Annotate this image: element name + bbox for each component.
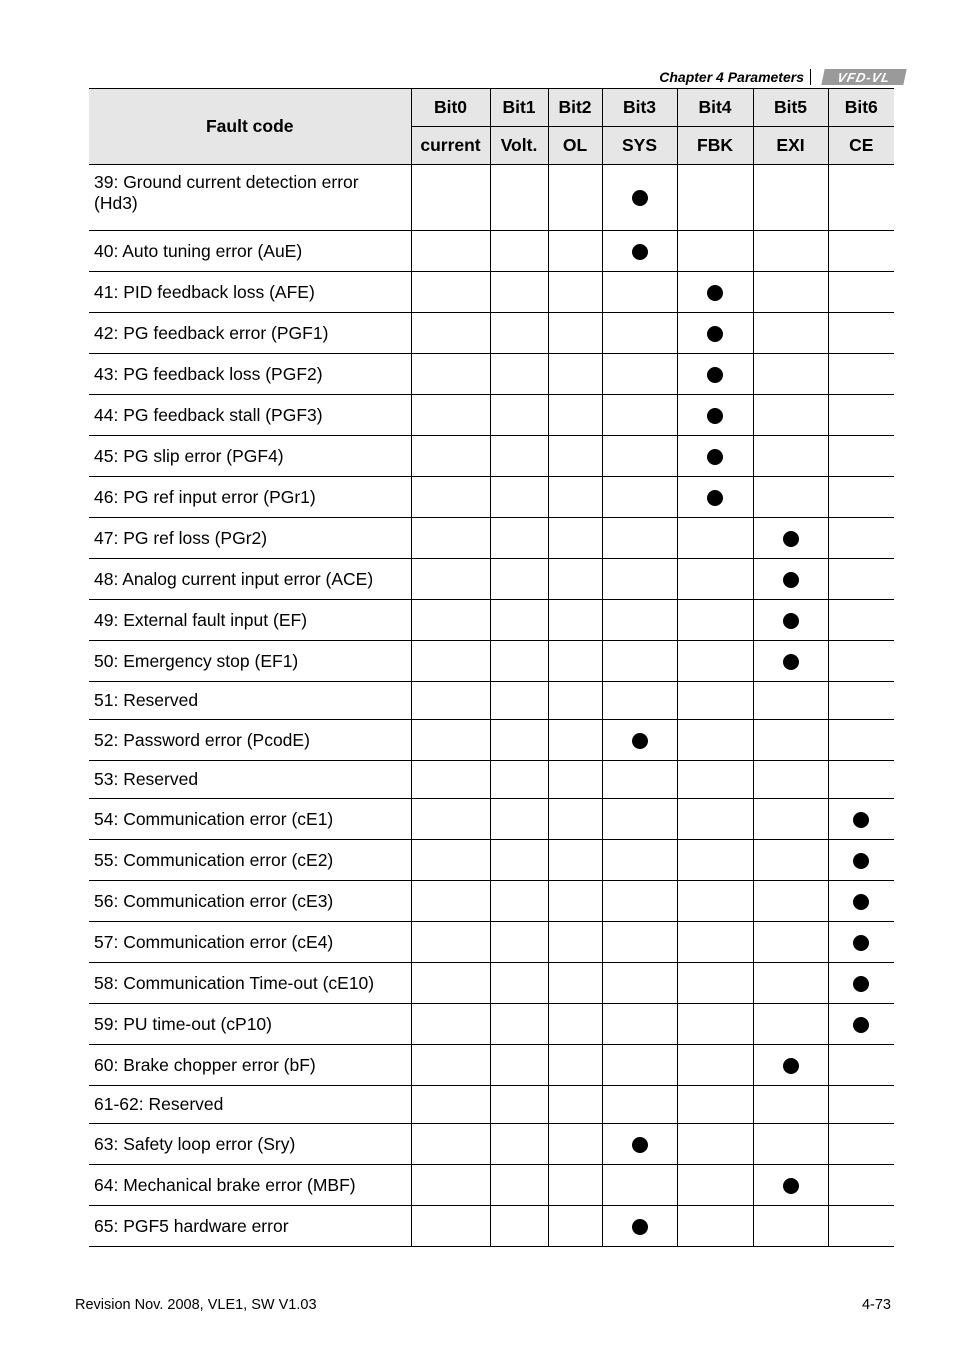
bit2-cell [548,1045,602,1086]
bit2-name: OL [548,127,602,165]
bit0-cell [411,799,490,840]
bullet-mark-icon [632,1219,648,1235]
bit5-cell [753,641,828,682]
table-row [89,559,894,600]
bit1-cell [490,313,548,354]
bit5-cell [753,1086,828,1124]
bit4-cell [677,436,753,477]
bit1-header: Bit1 [490,89,548,127]
bit0-cell [411,1124,490,1165]
bit5-cell [753,313,828,354]
bit1-cell [490,840,548,881]
bit6-cell [828,313,894,354]
bit0-cell [411,682,490,720]
bit6-cell [828,720,894,761]
bit4-cell [677,963,753,1004]
fault-code-cell: 59: PU time-out (cP10) [89,1004,411,1045]
fault-code-cell: 50: Emergency stop (EF1) [89,641,411,682]
table-row [89,313,894,354]
fault-code-cell: 51: Reserved [89,682,411,720]
bit3-cell [602,518,677,559]
fault-code-cell: 49: External fault input (EF) [89,600,411,641]
bit1-cell [490,641,548,682]
bit2-cell [548,963,602,1004]
table-row [89,799,894,840]
bullet-mark-icon [783,613,799,629]
table-row [89,720,894,761]
fault-code-cell: 42: PG feedback error (PGF1) [89,313,411,354]
bit1-cell [490,720,548,761]
bit3-cell [602,231,677,272]
bit0-cell [411,165,490,231]
bit1-cell [490,799,548,840]
bit3-cell [602,963,677,1004]
bit6-cell [828,165,894,231]
bit5-cell [753,1124,828,1165]
table-row [89,395,894,436]
table-row [89,600,894,641]
bit0-header: Bit0 [411,89,490,127]
bit0-cell [411,272,490,313]
bit4-cell [677,881,753,922]
fault-code-cell: 56: Communication error (cE3) [89,881,411,922]
bit2-cell [548,165,602,231]
bit3-cell [602,761,677,799]
page-header [560,67,905,87]
bullet-mark-icon [632,733,648,749]
bit4-cell [677,922,753,963]
fault-code-cell: 44: PG feedback stall (PGF3) [89,395,411,436]
bit1-cell [490,395,548,436]
bit4-header: Bit4 [677,89,753,127]
bit4-cell [677,600,753,641]
bullet-mark-icon [783,1058,799,1074]
bit5-cell [753,518,828,559]
bit6-cell [828,799,894,840]
product-logo: VFD-VL [821,69,906,85]
table-row [89,1086,894,1124]
bit1-cell [490,922,548,963]
bit2-cell [548,922,602,963]
table-header [89,89,894,165]
table-row [89,518,894,559]
bit5-cell [753,922,828,963]
bit2-cell [548,720,602,761]
bit6-cell [828,682,894,720]
fault-code-cell: 54: Communication error (cE1) [89,799,411,840]
bit0-cell [411,436,490,477]
bit6-cell [828,1004,894,1045]
fault-code-cell: 41: PID feedback loss (AFE) [89,272,411,313]
bit4-cell [677,231,753,272]
bit5-cell [753,165,828,231]
bit1-cell [490,1206,548,1247]
bit6-cell [828,761,894,799]
bit4-name: FBK [677,127,753,165]
bullet-mark-icon [783,1178,799,1194]
bit4-cell [677,477,753,518]
bit2-cell [548,1165,602,1206]
fault-code-cell: 46: PG ref input error (PGr1) [89,477,411,518]
table-row [89,231,894,272]
table-row [89,1165,894,1206]
bit0-cell [411,518,490,559]
fault-code-cell: 39: Ground current detection error (Hd3) [89,165,411,231]
bit4-cell [677,1086,753,1124]
bullet-mark-icon [707,408,723,424]
bit5-cell [753,1165,828,1206]
bit1-cell [490,1086,548,1124]
bullet-mark-icon [707,449,723,465]
bit3-cell [602,799,677,840]
bit1-name: Volt. [490,127,548,165]
bit5-cell [753,720,828,761]
bit6-cell [828,1086,894,1124]
table-row [89,272,894,313]
bit3-header: Bit3 [602,89,677,127]
bit3-cell [602,395,677,436]
bit5-cell [753,272,828,313]
bit6-cell [828,600,894,641]
table-row [89,682,894,720]
bit4-cell [677,761,753,799]
bit0-name: current [411,127,490,165]
bit5-cell [753,231,828,272]
bit4-cell [677,1206,753,1247]
table-row [89,1045,894,1086]
bit3-cell [602,1004,677,1045]
bit0-cell [411,1086,490,1124]
bit5-cell [753,600,828,641]
fault-code-cell: 43: PG feedback loss (PGF2) [89,354,411,395]
bit5-cell [753,799,828,840]
bit3-cell [602,477,677,518]
bit1-cell [490,272,548,313]
bit6-cell [828,1206,894,1247]
table-row [89,641,894,682]
fault-code-cell: 48: Analog current input error (ACE) [89,559,411,600]
bit2-cell [548,395,602,436]
bit3-cell [602,922,677,963]
bit0-cell [411,922,490,963]
bit4-cell [677,641,753,682]
bit2-cell [548,761,602,799]
bit6-cell [828,231,894,272]
table-row [89,1124,894,1165]
bullet-mark-icon [707,490,723,506]
bit1-cell [490,1165,548,1206]
bit3-cell [602,354,677,395]
bullet-mark-icon [783,572,799,588]
bit3-cell [602,1124,677,1165]
bit2-cell [548,477,602,518]
bit0-cell [411,1045,490,1086]
bit4-cell [677,720,753,761]
bit3-cell [602,313,677,354]
bit6-name: CE [828,127,894,165]
bullet-mark-icon [707,367,723,383]
bit6-cell [828,559,894,600]
bit5-cell [753,477,828,518]
bit6-cell [828,395,894,436]
bit5-cell [753,1206,828,1247]
bit1-cell [490,1004,548,1045]
bit5-cell [753,395,828,436]
bit0-cell [411,840,490,881]
bullet-mark-icon [783,531,799,547]
bit6-cell [828,922,894,963]
bit1-cell [490,231,548,272]
bit2-cell [548,313,602,354]
bit4-cell [677,1165,753,1206]
bit3-cell [602,1045,677,1086]
bit2-cell [548,1004,602,1045]
bullet-mark-icon [632,1137,648,1153]
bit4-cell [677,165,753,231]
bit0-cell [411,354,490,395]
bit0-cell [411,1206,490,1247]
bit3-cell [602,272,677,313]
bullet-mark-icon [853,935,869,951]
table-row [89,477,894,518]
bit3-cell [602,1165,677,1206]
table-row [89,1206,894,1247]
bit2-header: Bit2 [548,89,602,127]
bit6-cell [828,641,894,682]
bit2-cell [548,682,602,720]
bit2-cell [548,641,602,682]
bit6-cell [828,354,894,395]
bit2-cell [548,354,602,395]
bit6-cell [828,518,894,559]
bit6-cell [828,881,894,922]
bit0-cell [411,1165,490,1206]
bit2-cell [548,231,602,272]
fault-code-cell: 47: PG ref loss (PGr2) [89,518,411,559]
bit0-cell [411,720,490,761]
bit2-cell [548,840,602,881]
bit0-cell [411,395,490,436]
fault-code-cell: 45: PG slip error (PGF4) [89,436,411,477]
table-row [89,165,894,231]
bit1-cell [490,559,548,600]
bullet-mark-icon [853,853,869,869]
table-row [89,436,894,477]
bullet-mark-icon [632,190,648,206]
bit2-cell [548,600,602,641]
bit5-header: Bit5 [753,89,828,127]
bit3-cell [602,436,677,477]
bit1-cell [490,436,548,477]
bullet-mark-icon [707,326,723,342]
bit3-cell [602,600,677,641]
bit3-cell [602,840,677,881]
bit0-cell [411,313,490,354]
table-row [89,922,894,963]
bit4-cell [677,1045,753,1086]
fault-code-header: Fault code [89,89,411,165]
bit3-cell [602,682,677,720]
bit4-cell [677,272,753,313]
fault-code-cell: 58: Communication Time-out (cE10) [89,963,411,1004]
bit3-cell [602,559,677,600]
bit3-cell [602,720,677,761]
bit6-cell [828,272,894,313]
bit-number-row [89,89,894,127]
bit2-cell [548,799,602,840]
bit0-cell [411,1004,490,1045]
bit0-cell [411,559,490,600]
fault-code-cell: 61-62: Reserved [89,1086,411,1124]
bit1-cell [490,682,548,720]
page-number: 4-73 [861,1297,891,1313]
bit6-header: Bit6 [828,89,894,127]
bit4-cell [677,354,753,395]
fault-code-cell: 53: Reserved [89,761,411,799]
bit0-cell [411,477,490,518]
bit6-cell [828,963,894,1004]
fault-code-cell: 64: Mechanical brake error (MBF) [89,1165,411,1206]
fault-code-cell: 65: PGF5 hardware error [89,1206,411,1247]
bit1-cell [490,761,548,799]
table-row [89,1004,894,1045]
fault-code-cell: 55: Communication error (cE2) [89,840,411,881]
bullet-mark-icon [783,654,799,670]
bit0-cell [411,963,490,1004]
table-row [89,354,894,395]
bit6-cell [828,1165,894,1206]
bit3-name: SYS [602,127,677,165]
bit2-cell [548,436,602,477]
bit4-cell [677,559,753,600]
bit6-cell [828,1124,894,1165]
bit1-cell [490,1124,548,1165]
bit5-cell [753,682,828,720]
bit6-cell [828,436,894,477]
bit1-cell [490,354,548,395]
bit5-cell [753,1004,828,1045]
bit0-cell [411,641,490,682]
bit1-cell [490,477,548,518]
fault-code-cell: 63: Safety loop error (Sry) [89,1124,411,1165]
bit1-cell [490,600,548,641]
table-row [89,963,894,1004]
bit6-cell [828,840,894,881]
bit5-cell [753,436,828,477]
bit5-cell [753,840,828,881]
bullet-mark-icon [853,894,869,910]
fault-code-cell: 52: Password error (PcodE) [89,720,411,761]
bit5-cell [753,963,828,1004]
bit5-cell [753,354,828,395]
table-body [89,165,894,1247]
table-row [89,761,894,799]
bit6-cell [828,477,894,518]
bit5-cell [753,559,828,600]
bit2-cell [548,1086,602,1124]
bit3-cell [602,641,677,682]
bit4-cell [677,313,753,354]
bit4-cell [677,1004,753,1045]
bit2-cell [548,272,602,313]
revision-info: Revision Nov. 2008, VLE1, SW V1.03 [75,1297,317,1313]
bit5-cell [753,1045,828,1086]
bit2-cell [548,559,602,600]
bit0-cell [411,761,490,799]
bit2-cell [548,881,602,922]
bit2-cell [548,1206,602,1247]
fault-code-table [89,88,894,1247]
bit1-cell [490,881,548,922]
bit5-cell [753,881,828,922]
bit1-cell [490,1045,548,1086]
bit5-cell [753,761,828,799]
bit1-cell [490,963,548,1004]
bit1-cell [490,165,548,231]
bit4-cell [677,799,753,840]
bit4-cell [677,1124,753,1165]
bit0-cell [411,881,490,922]
fault-code-cell: 57: Communication error (cE4) [89,922,411,963]
bit2-cell [548,1124,602,1165]
bit0-cell [411,231,490,272]
bit3-cell [602,1086,677,1124]
fault-code-cell: 60: Brake chopper error (bF) [89,1045,411,1086]
table-row [89,881,894,922]
bit4-cell [677,518,753,559]
bit3-cell [602,165,677,231]
fault-code-cell: 40: Auto tuning error (AuE) [89,231,411,272]
bullet-mark-icon [853,1017,869,1033]
bit6-cell [828,1045,894,1086]
chapter-title: Chapter 4 Parameters [659,69,804,85]
bit4-cell [677,840,753,881]
bit4-cell [677,395,753,436]
bit1-cell [490,518,548,559]
bullet-mark-icon [853,812,869,828]
bullet-mark-icon [707,285,723,301]
table-row [89,840,894,881]
bullet-mark-icon [853,976,869,992]
bit0-cell [411,600,490,641]
bit5-name: EXI [753,127,828,165]
bit3-cell [602,1206,677,1247]
header-divider [810,69,811,85]
bullet-mark-icon [632,244,648,260]
bit4-cell [677,682,753,720]
bit2-cell [548,518,602,559]
bit3-cell [602,881,677,922]
